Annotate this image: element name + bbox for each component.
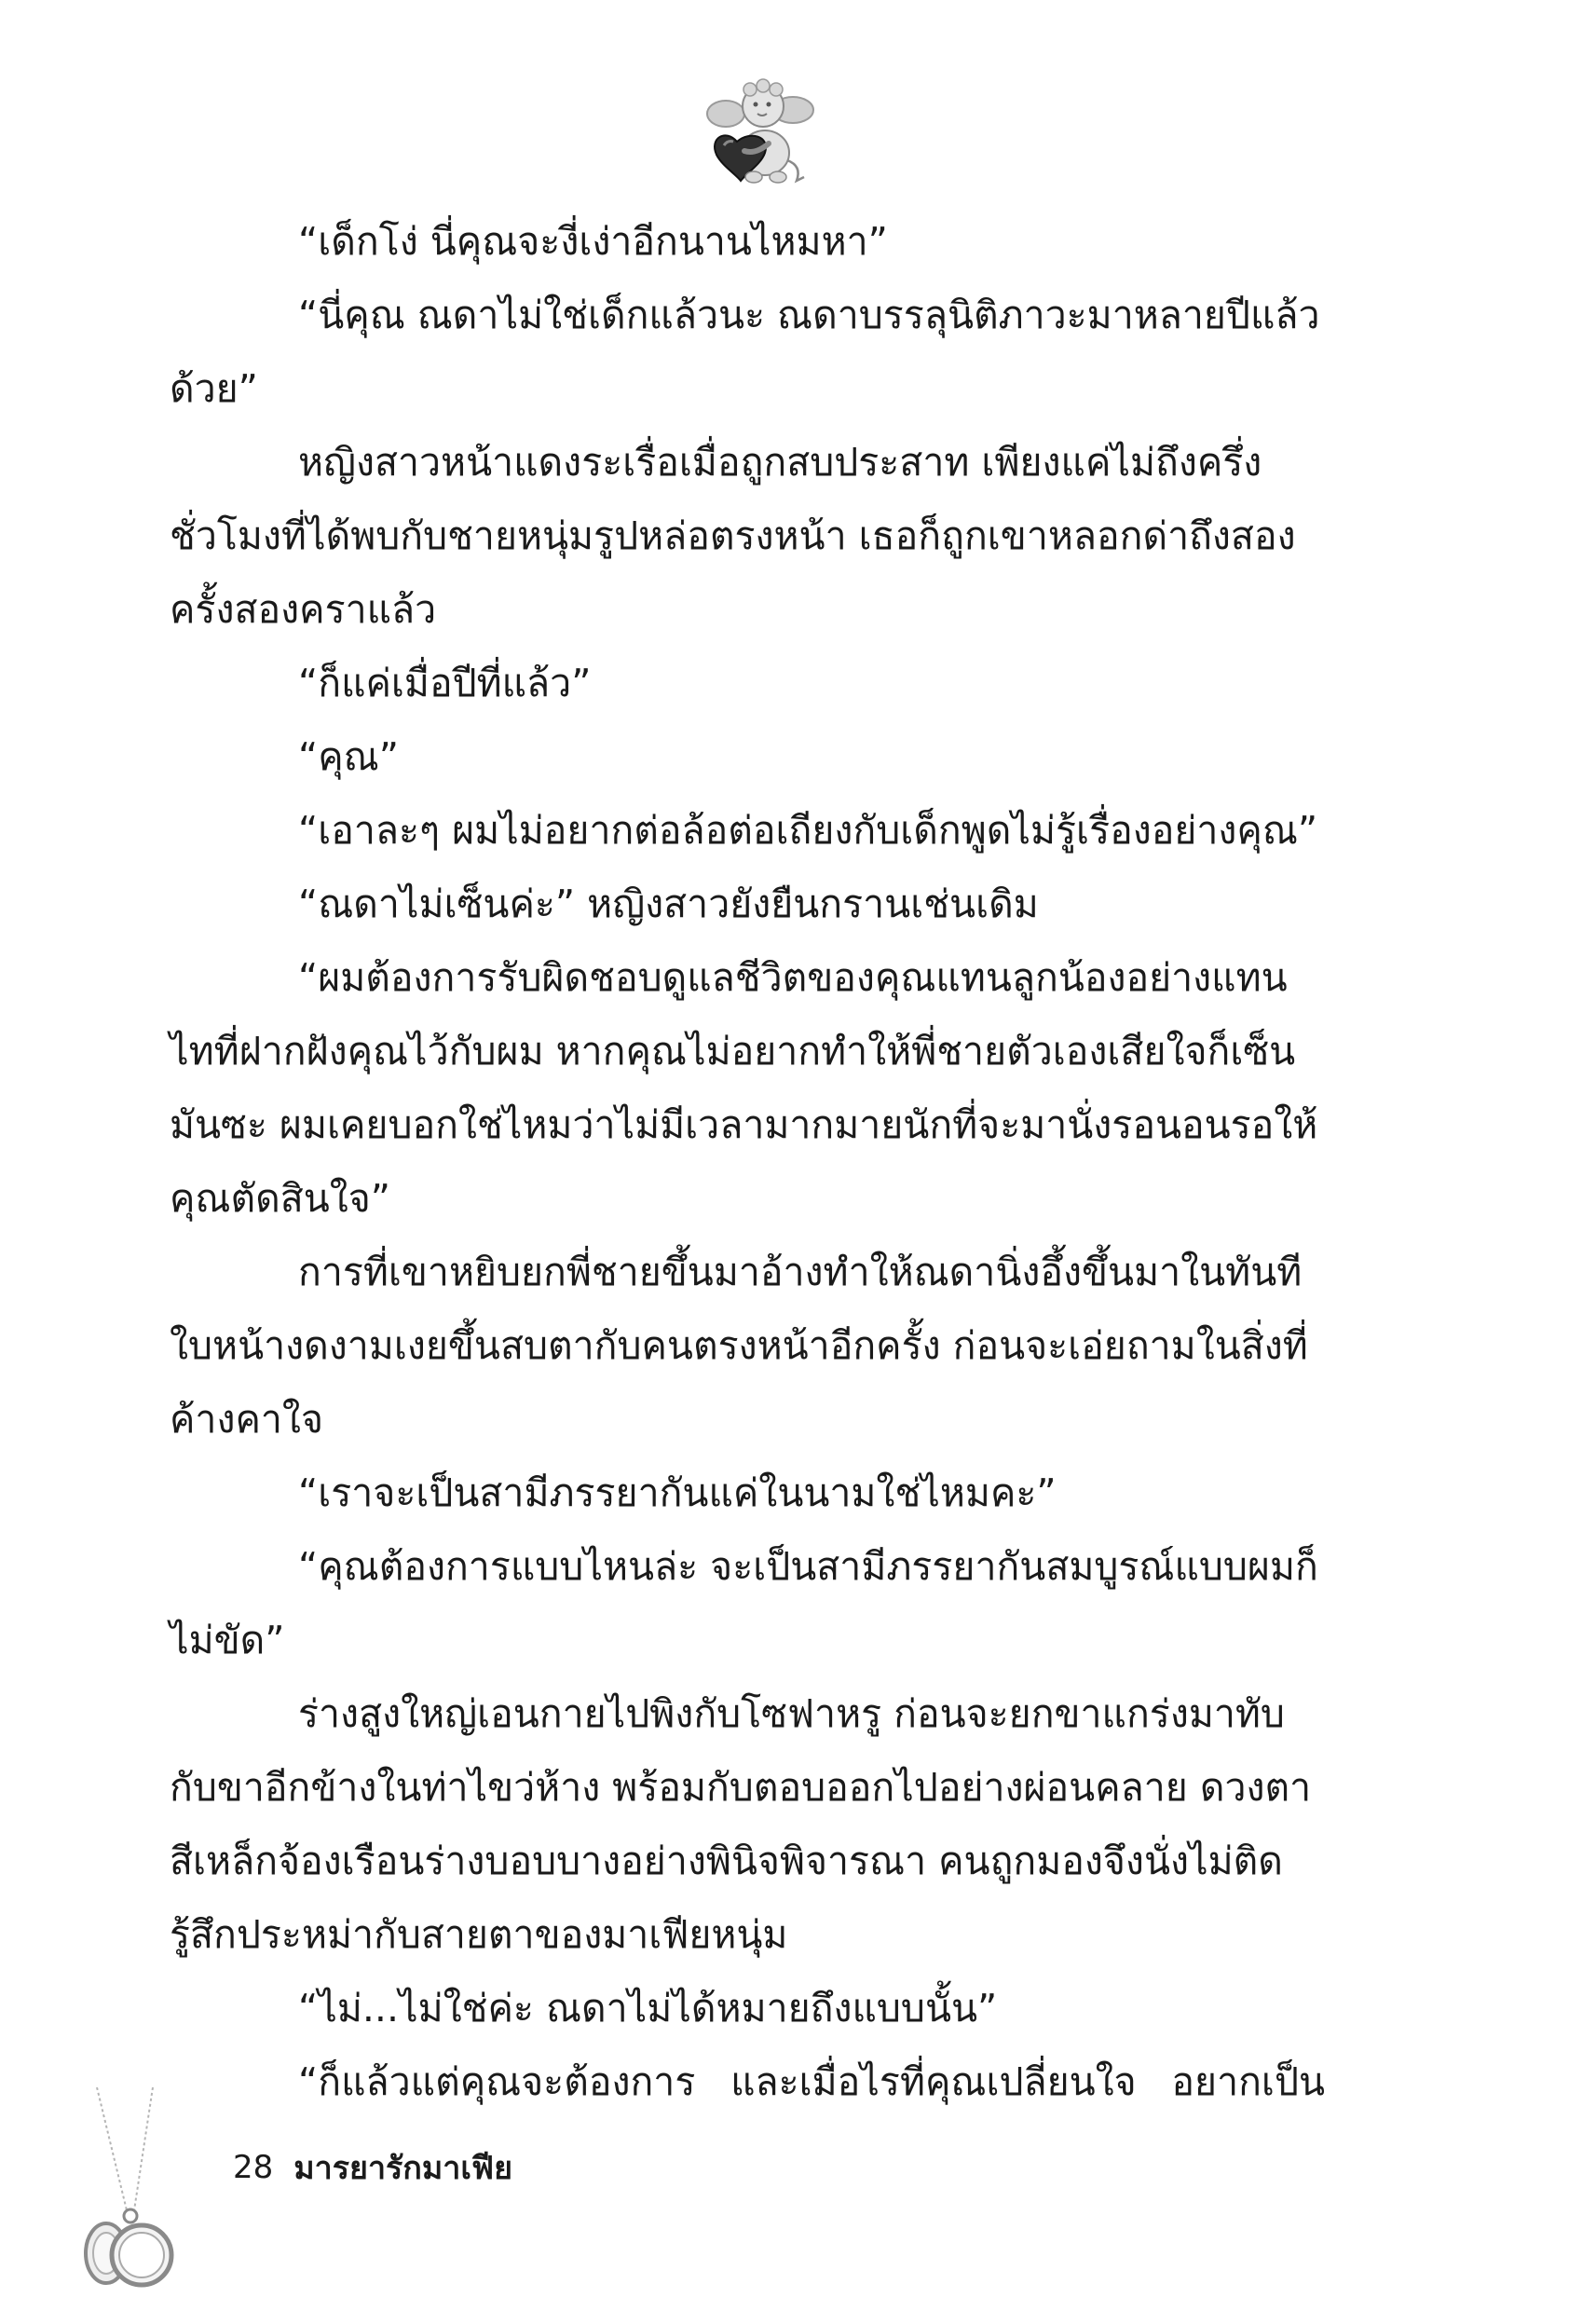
paragraph: หญิงสาวหน้าแดงระเรื่อเมื่อถูกสบประสาท เพียงแค่ไม่ถึงครึ่งชั่วโมงที่ได้พบกับชายหนุ่มรูปหล่อตรงหน้า เธอก็ถูกเขาหลอกด่าถึงสองครั้งสองคราแล้ว xyxy=(170,440,1296,632)
paragraph: “ไม่...ไม่ใช่ค่ะ ณดาไม่ได้หมายถึงแบบนั้น” xyxy=(298,1986,998,2031)
page-footer xyxy=(233,2140,512,2195)
paragraph: การที่เขาหยิบยกพี่ชายขึ้นมาอ้างทำให้ณดานิ่งอึ้งขึ้นมาในทันทีใบหน้างดงามเงยขึ้นสบตากับคนตรงหน้าอีกครั้ง ก่อนจะเอ่ยถามในสิ่งที่ค้างคาใจ xyxy=(170,1250,1308,1442)
paragraph: “ก็แค่เมื่อปีที่แล้ว” xyxy=(298,661,592,705)
paragraph: “คุณ” xyxy=(298,734,399,779)
paragraph: “เอาละๆ ผมไม่อยากต่อล้อต่อเถียงกับเด็กพูดไม่รู้เรื่องอย่างคุณ” xyxy=(298,808,1318,853)
paragraph: “นี่คุณ ณดาไม่ใช่เด็กแล้วนะ ณดาบรรลุนิติภาวะมาหลายปีแล้วด้วย” xyxy=(170,293,1320,411)
cherub-with-heart-icon xyxy=(703,76,815,188)
paragraph: “เราจะเป็นสามีภรรยากันแค่ในนามใช่ไหมคะ” xyxy=(298,1470,1057,1515)
paragraph: “เด็กโง่ นี่คุณจะงี่เง่าอีกนานไหมหา” xyxy=(298,219,888,264)
book-title: มารยารักมาเฟีย xyxy=(293,2150,513,2187)
paragraph: “ณดาไม่เซ็นค่ะ” หญิงสาวยังยืนกรานเช่นเดิม xyxy=(298,882,1039,926)
paragraph-continued: “ก็แล้วแต่คุณจะต้องการ และเมื่อไรที่คุณเปลี่ยนใจ อยากเป็น xyxy=(298,2059,1325,2104)
paragraph: “คุณต้องการแบบไหนล่ะ จะเป็นสามีภรรยากันสมบูรณ์แบบผมก็ไม่ขัด” xyxy=(170,1544,1318,1662)
page-number: 28 xyxy=(233,2149,274,2186)
paragraph: ร่างสูงใหญ่เอนกายไปพิงกับโซฟาหรู ก่อนจะยกขาแกร่งมาทับกับขาอีกข้างในท่าไขว่ห้าง พร้อมกับตอบออกไปอย่างผ่อนคลาย ดวงตาสีเหล็กจ้องเรือนร่างบอบบางอย่างพินิจพิจารณา คนถูกมองจึงนั่งไม่ติดรู้สึกประหม่ากับสายตาของมาเฟียหนุ่ม xyxy=(170,1691,1312,1957)
paragraph: “ผมต้องการรับผิดชอบดูแลชีวิตของคุณแทนลูกน้องอย่างแทนไทที่ฝากฝังคุณไว้กับผม หากคุณไม่อยากทำให้พี่ชายตัวเองเสียใจก็เซ็นมันซะ ผมเคยบอกใช่ไหมว่าไม่มีเวลามากมายนักที่จะมานั่งรอนอนรอให้คุณตัดสินใจ” xyxy=(170,955,1318,1221)
body-text xyxy=(170,205,1325,2119)
locket-pendant-icon xyxy=(78,2087,181,2292)
